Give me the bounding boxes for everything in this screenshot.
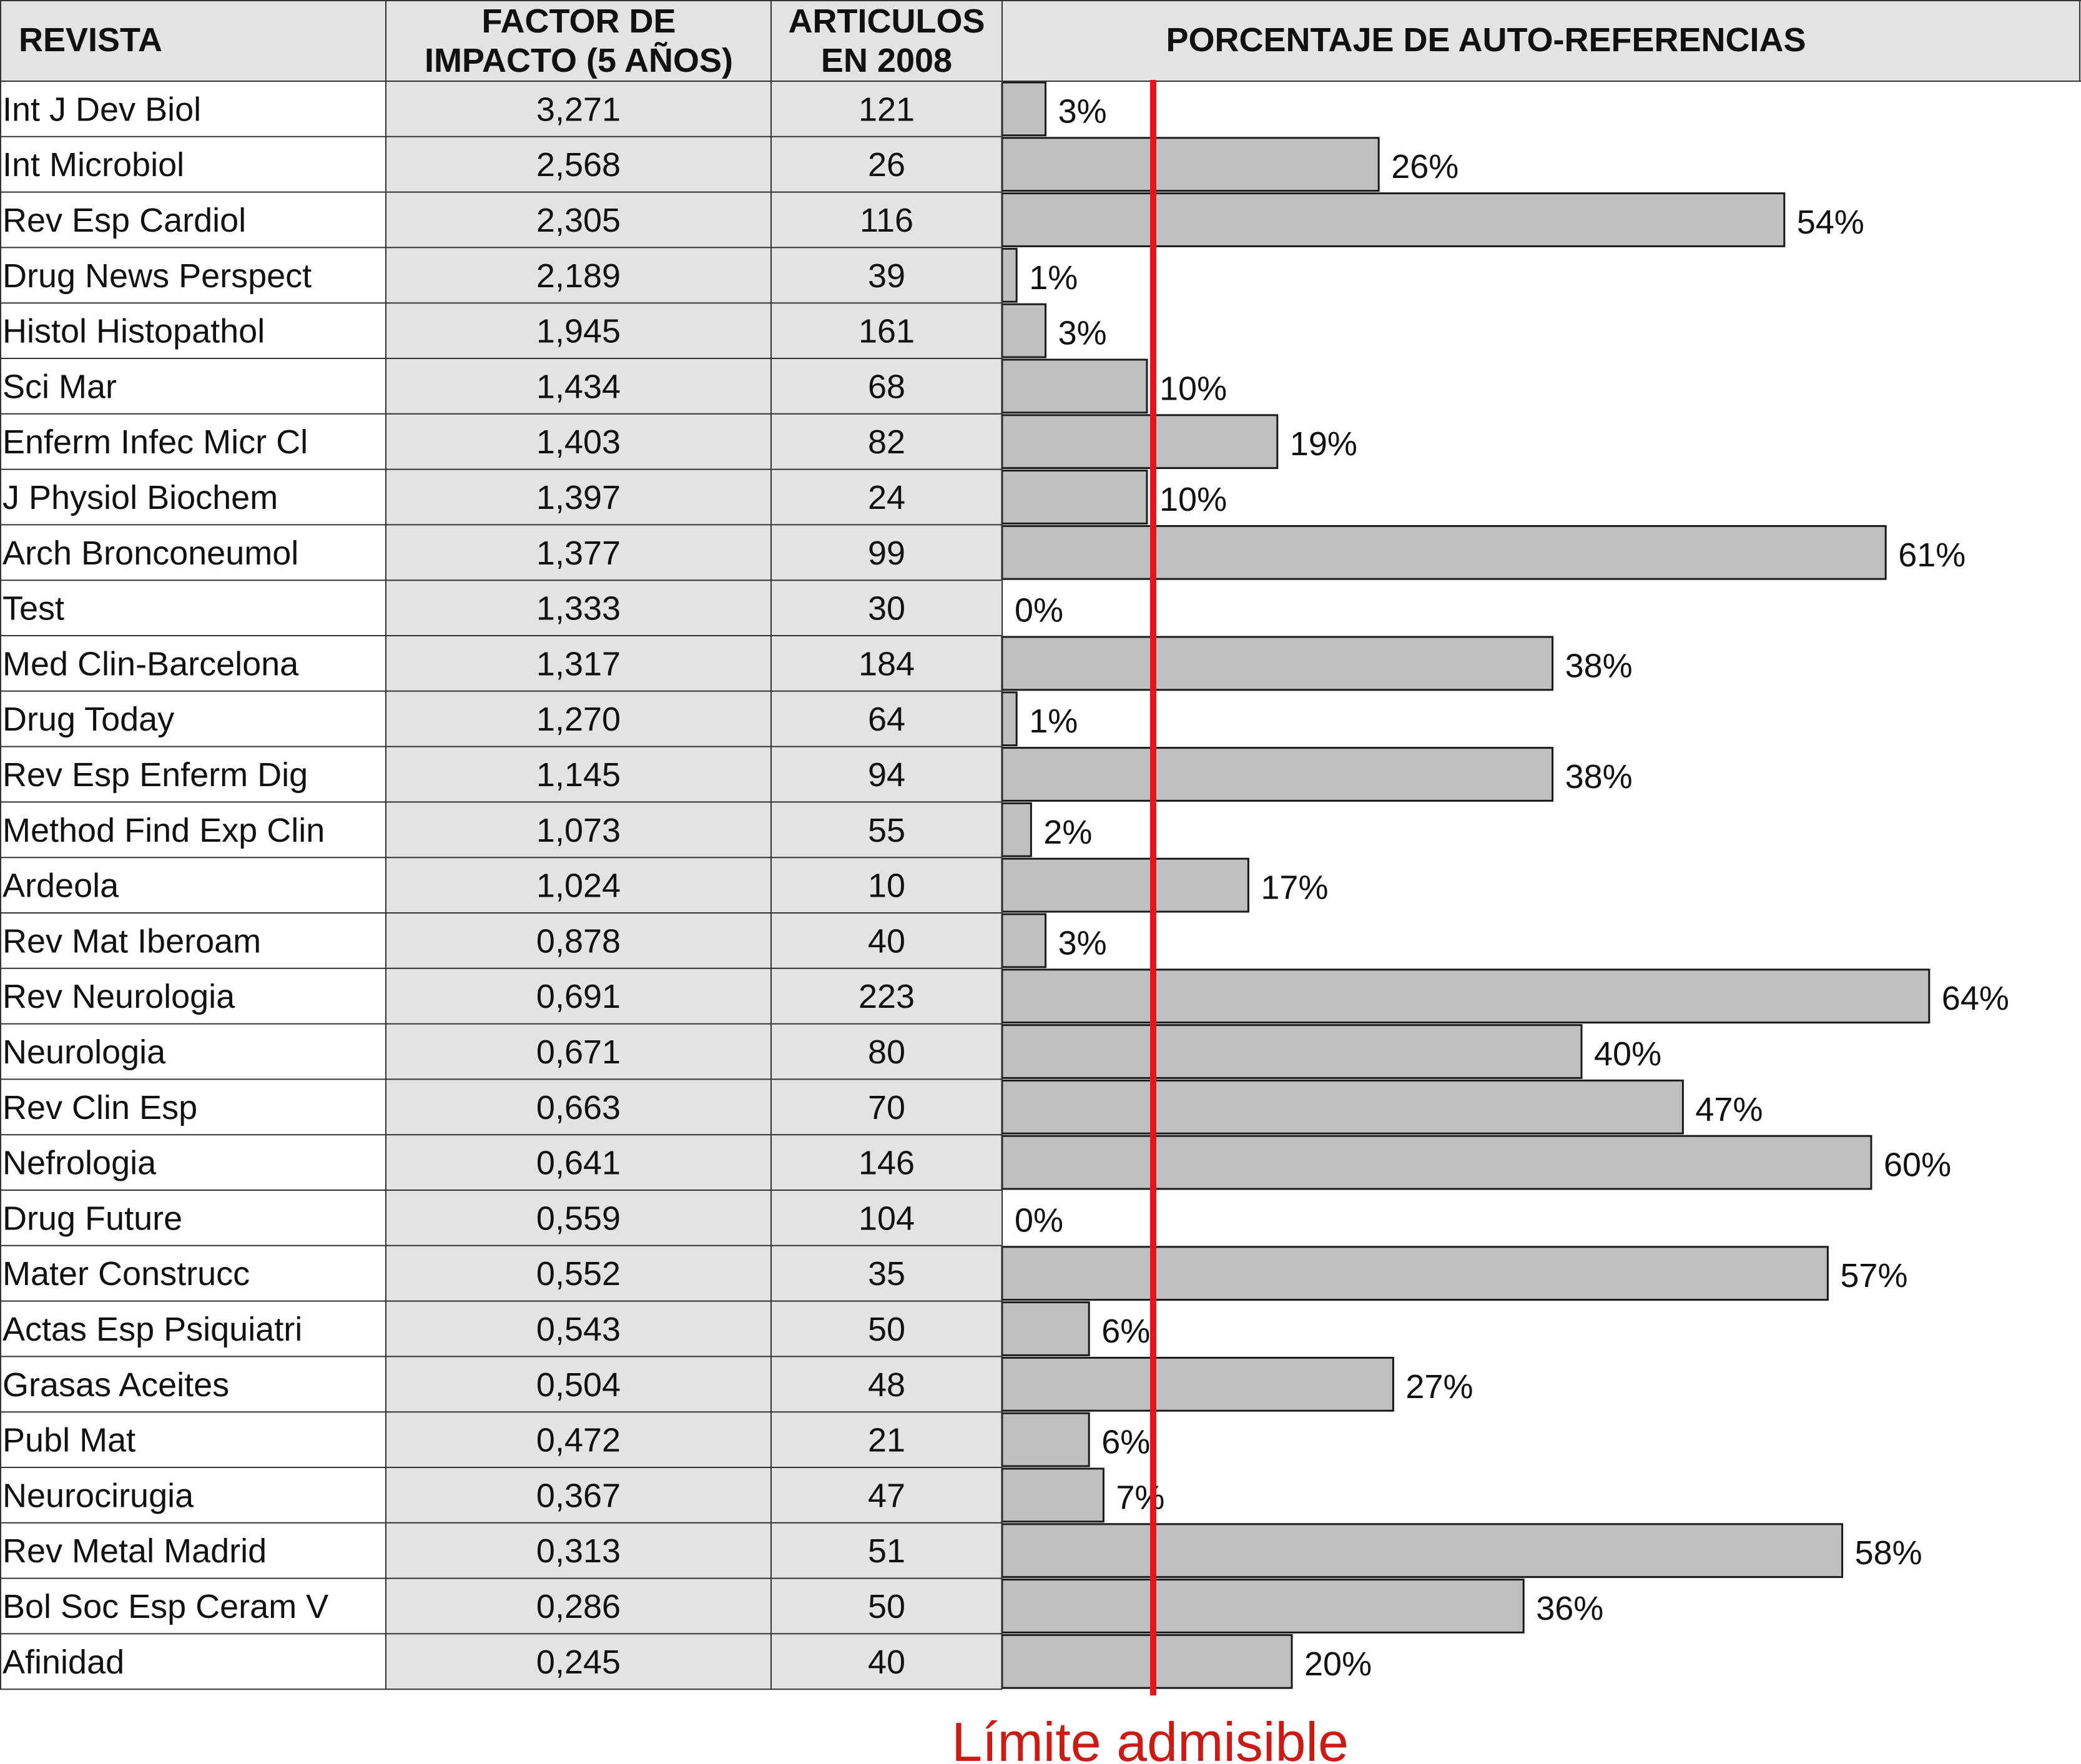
article-count: 68 [867,368,906,406]
percent-label: 2% [1043,813,1093,851]
percent-bar [1002,304,1046,357]
percent-label: 40% [1594,1035,1662,1073]
impact-factor: 0,691 [536,978,621,1016]
journal-name: Nefrologia [2,1144,157,1182]
impact-factor: 0,245 [536,1643,621,1681]
percent-label: 3% [1058,924,1107,962]
impact-factor: 0,552 [536,1255,621,1293]
journal-name: Drug Today [2,701,175,739]
percent-bar [1002,1025,1582,1078]
journal-name: Test [2,589,65,628]
percent-bar [1002,526,1886,579]
journal-name: Publ Mat [2,1421,136,1459]
impact-factor: 0,663 [536,1088,621,1126]
impact-factor: 0,286 [536,1588,621,1625]
percent-bar [1002,138,1379,191]
journal-name: Rev Esp Enferm Dig [2,756,308,794]
journal-name: Neurocirugia [2,1477,194,1515]
article-count: 39 [867,257,906,295]
impact-factor: 1,397 [536,479,621,516]
percent-label: 1% [1029,259,1078,297]
header-impact-line2: IMPACTO (5 AÑOS) [424,42,734,79]
impact-factor: 1,333 [536,589,621,628]
percent-label: 38% [1565,647,1633,685]
impact-factor: 1,317 [536,645,621,683]
impact-factor: 2,568 [536,146,621,184]
percent-label: 58% [1854,1534,1922,1572]
article-count: 24 [867,479,906,516]
article-count: 82 [867,423,906,461]
header-percent: PORCENTAJE DE AUTO-REFERENCIAS [1166,21,1806,59]
journal-name: Actas Esp Psiquiatri [2,1311,303,1348]
percent-label: 7% [1116,1479,1165,1517]
impact-factor: 1,073 [536,811,621,849]
article-count: 104 [858,1200,915,1238]
journal-name: Bol Soc Esp Ceram V [2,1588,329,1625]
percent-label: 60% [1884,1146,1952,1184]
journal-name: Int Microbiol [2,146,185,184]
percent-label: 61% [1898,536,1966,574]
percent-label: 19% [1289,425,1357,463]
percent-label: 26% [1391,148,1459,186]
percent-bar [1002,1136,1871,1189]
percent-label: 36% [1536,1590,1604,1627]
article-count: 21 [867,1421,906,1459]
article-count: 10 [867,867,906,905]
article-count: 40 [867,922,906,960]
percent-label: 6% [1101,1313,1151,1350]
journal-name: Rev Esp Cardiol [2,202,247,239]
journal-name: Sci Mar [2,368,117,406]
article-count: 99 [867,534,906,572]
percent-bar [1002,1303,1089,1356]
percent-label: 64% [1941,980,2009,1018]
journal-name: J Physiol Biochem [2,479,278,516]
percent-bar [1002,82,1046,136]
threshold-label: Límite admisible [952,1711,1349,1764]
percent-label: 47% [1695,1090,1763,1128]
journal-name: Int J Dev Biol [2,91,202,129]
percent-bar [1002,249,1016,302]
percent-bar [1002,1524,1842,1577]
article-count: 47 [867,1477,906,1515]
article-count: 121 [858,91,915,129]
percent-label: 10% [1159,370,1227,408]
percent-bar [1002,1413,1089,1466]
impact-factor: 1,024 [536,867,621,905]
percent-label: 1% [1029,702,1078,741]
impact-factor: 1,434 [536,368,621,406]
percent-label: 54% [1796,204,1864,241]
journal-name: Neurologia [2,1033,166,1071]
article-count: 26 [867,146,906,184]
article-count: 50 [867,1588,906,1625]
journal-name: Afinidad [2,1643,125,1681]
journal-name: Enferm Infec Micr Cl [2,423,308,461]
impact-factor: 1,377 [536,534,621,572]
header-articles-line2: EN 2008 [820,42,953,79]
article-count: 30 [867,589,906,628]
percent-bar [1002,748,1553,801]
journal-name: Rev Metal Madrid [2,1532,267,1570]
header-articles-line1: ARTICULOS [788,2,985,40]
impact-factor: 0,543 [536,1311,621,1348]
percent-label: 57% [1840,1257,1908,1295]
journal-name: Rev Mat Iberoam [2,922,262,960]
journal-name: Method Find Exp Clin [2,811,325,849]
percent-bar [1002,360,1147,413]
percent-label: 20% [1304,1645,1372,1683]
journal-name: Ardeola [2,867,119,905]
impact-factor: 0,878 [536,922,621,960]
percent-bar [1002,415,1277,468]
impact-factor: 0,671 [536,1033,621,1071]
percent-bar [1002,1580,1523,1633]
article-count: 64 [867,701,906,739]
impact-factor: 0,313 [536,1532,621,1570]
percent-bar [1002,859,1248,912]
article-count: 80 [867,1033,906,1071]
journal-name: Med Clin-Barcelona [2,645,299,683]
impact-factor: 1,403 [536,423,621,461]
percent-label: 6% [1101,1423,1151,1461]
article-count: 184 [858,645,915,683]
header-journal: REVISTA [19,21,163,59]
journal-name: Rev Neurologia [2,978,235,1016]
impact-factor: 2,305 [536,202,621,239]
impact-factor: 3,271 [536,91,621,129]
article-count: 55 [867,811,906,849]
article-count: 161 [858,312,915,350]
article-count: 35 [867,1255,906,1293]
impact-factor: 1,945 [536,312,621,350]
percent-bar [1002,194,1784,247]
impact-factor: 1,145 [536,756,621,794]
article-count: 48 [867,1366,906,1404]
impact-factor: 0,367 [536,1477,621,1515]
percent-label: 3% [1058,314,1107,352]
percent-bar [1002,1469,1103,1522]
impact-factor: 1,270 [536,701,621,739]
percent-bar [1002,803,1031,856]
percent-label: 27% [1405,1367,1473,1406]
impact-factor: 0,472 [536,1421,621,1459]
journal-name: Histol Histopathol [2,312,265,350]
percent-label: 0% [1015,591,1064,629]
journal-name: Arch Bronconeumol [2,534,299,572]
percent-label: 3% [1058,92,1107,131]
impact-factor: 0,504 [536,1366,621,1404]
article-count: 51 [867,1532,906,1570]
impact-factor: 2,189 [536,257,621,295]
article-count: 223 [858,978,915,1016]
impact-factor: 0,559 [536,1200,621,1238]
percent-bar [1002,471,1147,524]
article-count: 50 [867,1311,906,1348]
percent-bar [1002,1635,1292,1688]
percent-label: 0% [1015,1201,1064,1239]
article-count: 146 [858,1144,915,1182]
percent-bar [1002,1247,1828,1300]
article-count: 116 [859,202,914,239]
percent-label: 17% [1261,869,1329,907]
impact-factor: 0,641 [536,1144,621,1182]
header-impact-line1: FACTOR DE [481,2,676,40]
percent-bar [1002,970,1929,1023]
article-count: 70 [867,1088,906,1126]
article-count: 40 [867,1643,906,1681]
article-count: 94 [867,756,906,794]
percent-bar [1002,692,1016,746]
percent-bar [1002,914,1046,967]
journal-name: Grasas Aceites [2,1366,230,1404]
percent-bar [1002,1357,1393,1411]
journal-name: Drug Future [2,1200,183,1238]
percent-label: 10% [1159,481,1227,518]
percent-bar [1002,1080,1683,1133]
journal-name: Mater Construcc [2,1255,250,1293]
percent-bar [1002,637,1553,690]
percent-label: 38% [1565,758,1633,796]
journal-name: Rev Clin Esp [2,1088,198,1126]
journal-name: Drug News Perspect [2,257,312,295]
